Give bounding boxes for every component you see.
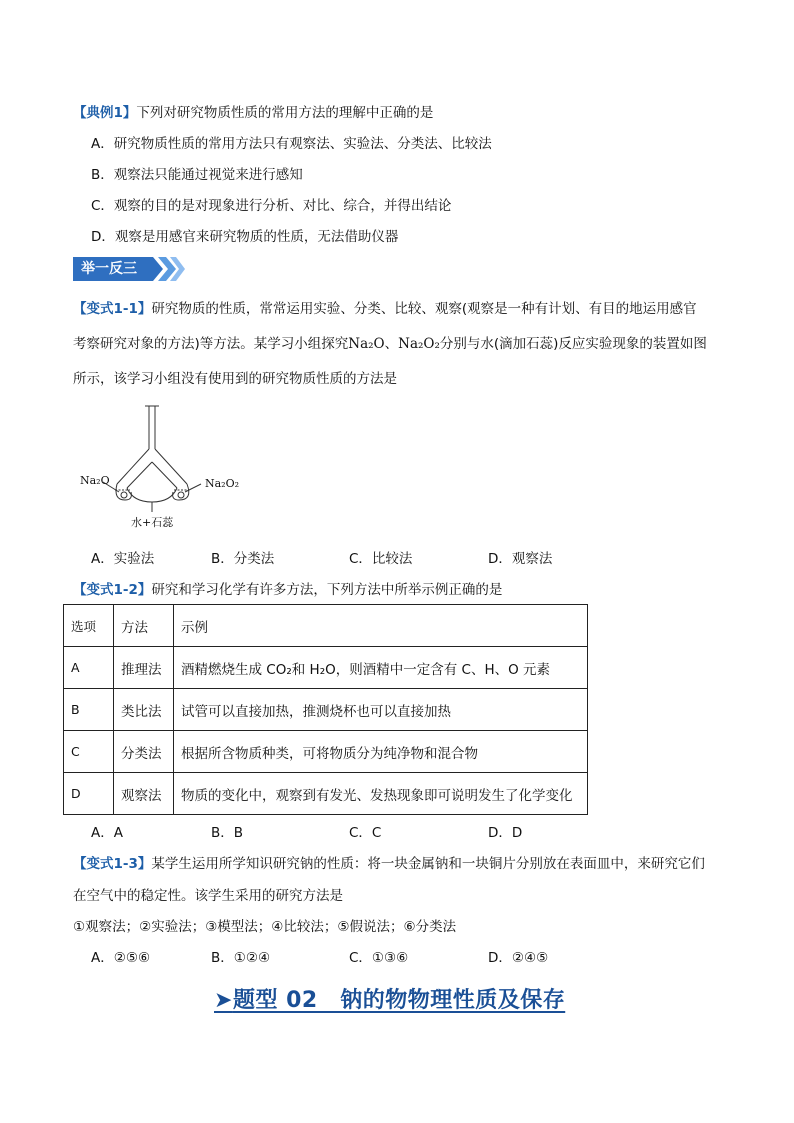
na2o-figure-label: Na₂O xyxy=(80,474,110,487)
table-header-cell: 选项 xyxy=(64,605,114,647)
variant-1-2-text: 研究和学习化学有许多方法，下列方法中所举示例正确的是 xyxy=(151,582,503,598)
table-cell: B xyxy=(64,689,114,731)
practice-banner xyxy=(73,256,185,282)
example-1-tag: 【典例1】 xyxy=(73,105,137,121)
variant-1-2-question xyxy=(73,581,502,599)
variant-1-2-option-a[interactable]: A．A xyxy=(91,825,123,841)
section-heading xyxy=(214,983,565,1014)
table-cell: 观察法 xyxy=(114,773,174,815)
table-cell: 推理法 xyxy=(114,647,174,689)
table-cell: 试管可以直接加热，推测烧杯也可以直接加热 xyxy=(174,689,588,731)
table-header-row xyxy=(64,605,588,647)
table-header-cell: 示例 xyxy=(174,605,588,647)
variant-1-2-option-c[interactable]: C．C xyxy=(349,825,382,841)
variant-1-1-line-3: 所示，该学习小组没有使用到的研究物质性质的方法是 xyxy=(73,371,397,387)
example-1-option-a[interactable]: A．研究物质性质的常用方法只有观察法、实验法、分类法、比较法 xyxy=(91,136,492,152)
variant-1-1-text-1: 研究物质的性质，常常运用实验、分类、比较、观察(观察是一种有计划、有目的地运用感官 xyxy=(151,301,697,317)
table-row xyxy=(64,773,588,815)
variant-1-1-line-2 xyxy=(73,335,707,353)
arrow-icon: ➤ xyxy=(214,988,233,1013)
example-1-text: 下列对研究物质性质的常用方法的理解中正确的是 xyxy=(136,105,434,121)
variant-1-3-option-c[interactable]: C．①③⑥ xyxy=(349,950,409,966)
table-cell: 根据所含物质种类，可将物质分为纯净物和混合物 xyxy=(174,731,588,773)
table-cell: 类比法 xyxy=(114,689,174,731)
variant-1-2-tag: 【变式1-2】 xyxy=(73,582,152,598)
table-cell: 分类法 xyxy=(114,731,174,773)
methods-example-table xyxy=(63,604,588,815)
table-cell: A xyxy=(64,647,114,689)
variant-1-2-option-b[interactable]: B．B xyxy=(211,825,244,841)
variant-1-1-text-2a: 考察研究对象的方法)等方法。某学习小组探究 xyxy=(73,336,349,352)
y-tube-apparatus-figure xyxy=(75,404,250,532)
variant-1-3-option-b[interactable]: B．①②④ xyxy=(211,950,271,966)
example-1-option-c[interactable]: C．观察的目的是对现象进行分析、对比、综合，并得出结论 xyxy=(91,198,452,214)
table-row xyxy=(64,689,588,731)
variant-1-3-line-2: 在空气中的稳定性。该学生采用的研究方法是 xyxy=(73,888,343,904)
variant-1-3-line-1 xyxy=(73,855,705,873)
table-cell: D xyxy=(64,773,114,815)
example-1-question xyxy=(73,104,433,122)
variant-1-1-option-c[interactable]: C．比较法 xyxy=(349,551,413,567)
variant-1-1-text-2b: 分别与水(滴加石蕊)反应实验现象的装置如图 xyxy=(439,336,707,352)
variant-1-3-text-1: 某学生运用所学知识研究钠的性质：将一块金属钠和一块铜片分别放在表面皿中，来研究它们 xyxy=(151,856,705,872)
variant-1-3-methods: ①观察法；②实验法；③模型法；④比较法；⑤假说法；⑥分类法 xyxy=(73,919,457,935)
variant-1-1-tag: 【变式1-1】 xyxy=(73,301,152,317)
na2o2-formula: Na₂O₂ xyxy=(398,336,440,352)
table-cell: 物质的变化中，观察到有发光、发热现象即可说明发生了化学变化 xyxy=(174,773,588,815)
variant-1-1-line-1 xyxy=(73,300,697,318)
table-cell: 酒精燃烧生成 CO₂和 H₂O，则酒精中一定含有 C、H、O 元素 xyxy=(174,647,588,689)
na2o-formula: Na₂O xyxy=(348,336,385,352)
table-row xyxy=(64,731,588,773)
table-cell: C xyxy=(64,731,114,773)
variant-1-3-option-d[interactable]: D．②④⑤ xyxy=(488,950,549,966)
formula-separator: 、 xyxy=(384,336,399,352)
variant-1-1-option-b[interactable]: B．分类法 xyxy=(211,551,275,567)
water-litmus-label: 水+石蕊 xyxy=(131,516,174,529)
section-heading-text: 题型 02 钠的物物理性质及保存 xyxy=(232,988,566,1013)
variant-1-3-option-a[interactable]: A．②⑤⑥ xyxy=(91,950,151,966)
variant-1-1-option-a[interactable]: A．实验法 xyxy=(91,551,155,567)
table-header-cell: 方法 xyxy=(114,605,174,647)
variant-1-1-option-d[interactable]: D．观察法 xyxy=(488,551,553,567)
na2o2-figure-label: Na₂O₂ xyxy=(205,477,240,490)
example-1-option-d[interactable]: D．观察是用感官来研究物质的性质，无法借助仪器 xyxy=(91,229,399,245)
variant-1-3-tag: 【变式1-3】 xyxy=(73,856,152,872)
table-row xyxy=(64,647,588,689)
example-1-option-b[interactable]: B．观察法只能通过视觉来进行感知 xyxy=(91,167,303,183)
variant-1-2-option-d[interactable]: D．D xyxy=(488,825,523,841)
banner-label: 举一反三 xyxy=(81,261,137,277)
